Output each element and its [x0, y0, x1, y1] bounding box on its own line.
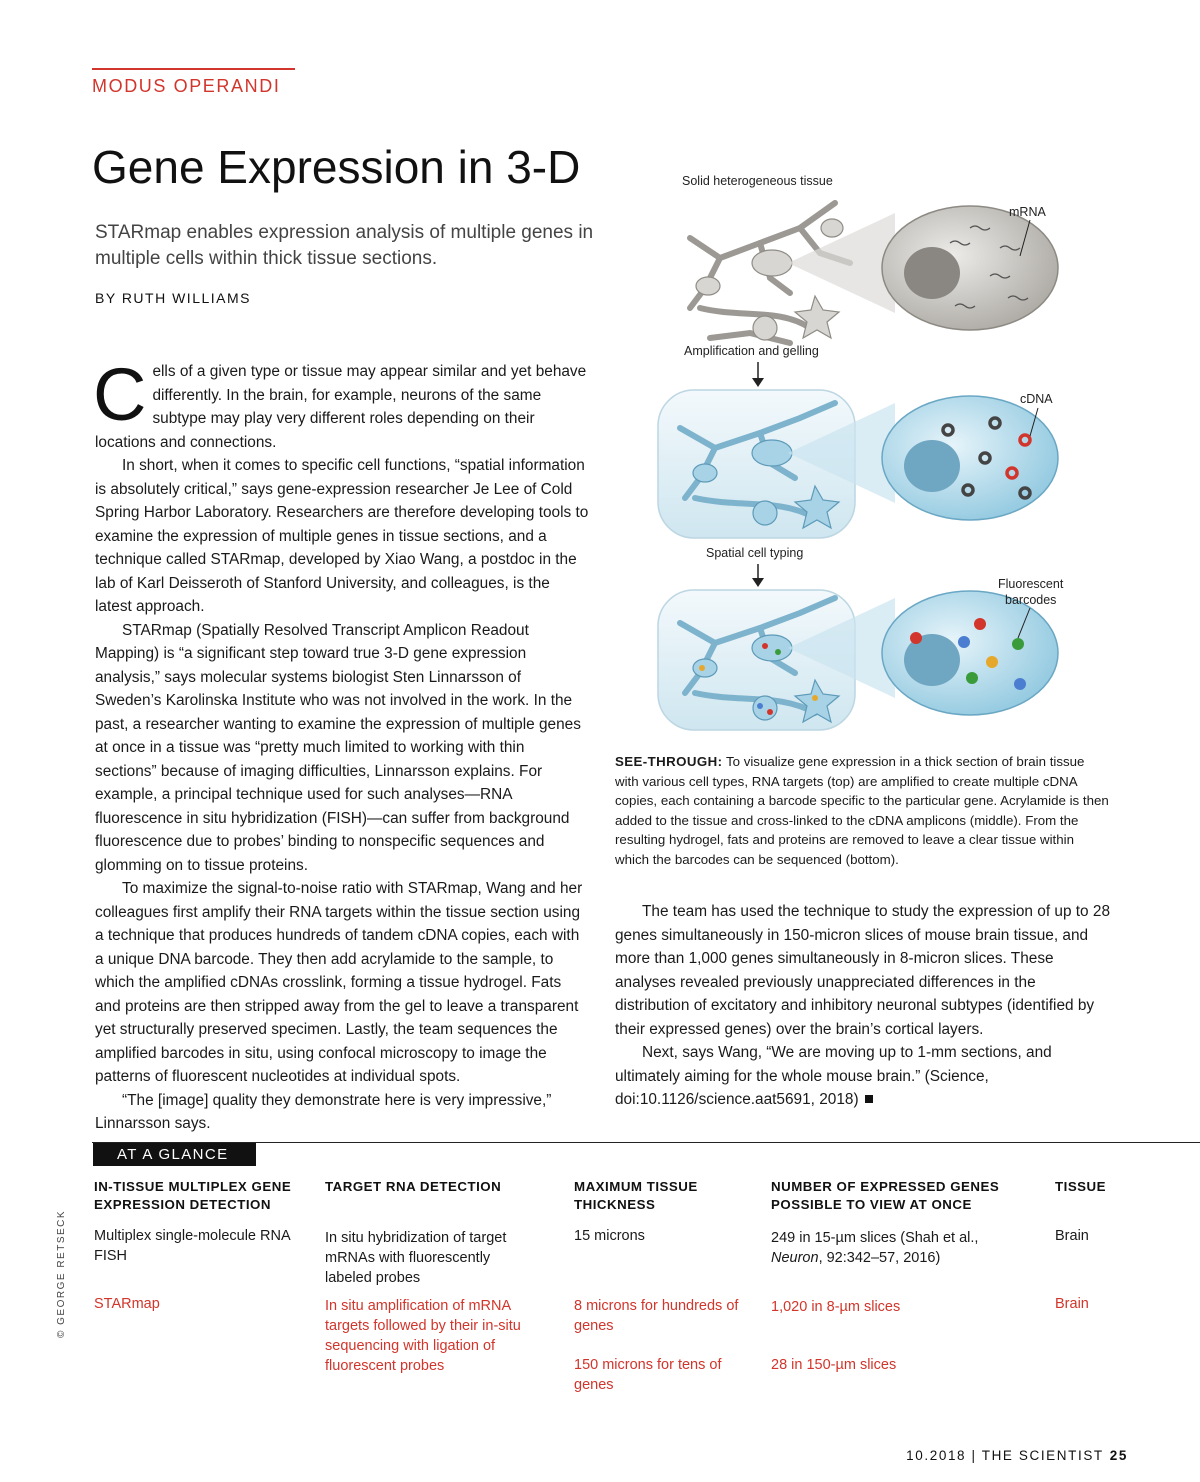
row1-method: Multiplex single-molecule RNA FISH: [94, 1228, 290, 1264]
drop-cap: C: [93, 353, 147, 436]
section-rule: [92, 68, 295, 70]
glance-header-thickness: MAXIMUM TISSUE THICKNESS: [574, 1179, 698, 1212]
starmap-figure: [650, 168, 1100, 738]
article-subtitle: STARmap enables expression analysis of multiple genes in multiple cells within thick tissue sections.: [95, 222, 594, 269]
glance-header-genes: NUMBER OF EXPRESSED GENES POSSIBLE TO VIEW AT ONCE: [771, 1179, 1000, 1212]
footer-issue: 10.2018 | THE SCIENTIST: [906, 1448, 1104, 1463]
label-spatial: Spatial cell typing: [706, 546, 804, 560]
label-solid-tissue: Solid heterogeneous tissue: [682, 174, 833, 188]
section-label: MODUS OPERANDI: [92, 76, 281, 96]
body-paragraph-4: To maximize the signal-to-noise ratio with STARmap, Wang and her colleagues first amplify their RNA targets within the tissue section using a technique that produces hundreds of tandem cDNA copies, each with a unique DNA barcode. They then add acrylamide to the sample, to which the amplified cDNAs crosslink, forming a tissue hydrogel. Fats and proteins are then stripped away from the gel to leave a transparent yet structurally preserved specimen. Lastly, the team sequences the amplified barcodes in situ, using confocal microscopy to image the patterns of fluorescent nucleotides at individual spots.: [95, 880, 583, 1085]
row1-tissue: Brain: [1055, 1228, 1089, 1244]
label-mrna: mRNA: [1009, 205, 1046, 219]
row2-method: STARmap: [94, 1296, 160, 1312]
body-paragraph-2: In short, when it comes to specific cell functions, “spatial information is absolutely critical,” says gene-expression researcher Je Lee of Cold Spring Harbor Laboratory. Researchers are therefore developing tools to examine the expression of multiple genes in tissue sections, and a technique called STARmap, developed by Xiao Wang, a postdoc in the lab of Karl Deisseroth of Stanford University, and colleagues, is the latest approach.: [95, 457, 589, 615]
glance-header-detection: TARGET RNA DETECTION: [325, 1179, 502, 1194]
row1-detection: In situ hybridization of target mRNAs with fluorescently labeled probes: [325, 1230, 507, 1286]
figure-caption: [615, 752, 1110, 870]
row1-thickness: 15 microns: [574, 1228, 645, 1244]
body-column-left: [93, 353, 590, 1136]
body-column-right: [615, 900, 1110, 1112]
label-barcodes: barcodes: [1005, 593, 1057, 607]
row1-genes: 249 in 15-µm slices (Shah et al., Neuron, 92:342–57, 2016): [771, 1230, 979, 1266]
row2-genes-2: 28 in 150-µm slices: [771, 1357, 897, 1373]
row2-detection: In situ amplification of mRNA targets followed by their in-situ sequencing with ligation of fluorescent probes: [325, 1298, 521, 1374]
caption-text: To visualize gene expression in a thick section of brain tissue with various cell types, RNA targets (top) are amplified to create multiple cDNA copies, each containing a barcode specific to the particular gene. Acrylamide is then added to the tissue and cross-linked to the cDNA amplicons (middle). From the resulting hydrogel, fats and proteins are removed to leave a clear tissue within which the barcodes can be sequenced (bottom).: [615, 754, 1109, 867]
right-paragraph-1: The team has used the technique to study the expression of up to 28 genes simultaneously in 150-micron slices of mouse brain tissue, and more than 1,000 genes simultaneously in 8-micron slices. These analyses revealed previously unappreciated differences in the distribution of excitatory and inhibitory neuronal subtypes (identified by their expressed genes) over the brain’s cortical layers.: [615, 903, 1111, 1038]
page-footer: [906, 1448, 1128, 1463]
label-cdna: cDNA: [1020, 392, 1053, 406]
body-paragraph-5: “The [image] quality they demonstrate here is very impressive,” Linnarsson says.: [95, 1091, 552, 1132]
photo-credit: © GEORGE RETSECK: [56, 1209, 67, 1338]
glance-header-method: IN-TISSUE MULTIPLEX GENE EXPRESSION DETECTION: [94, 1179, 292, 1212]
row2-genes-1: 1,020 in 8-µm slices: [771, 1299, 901, 1315]
end-mark-icon: [865, 1095, 873, 1103]
label-fluorescent: Fluorescent: [998, 577, 1064, 591]
label-amplification: Amplification and gelling: [684, 344, 819, 358]
body-paragraph-1: Cells of a given type or tissue may appear similar and yet behave differently. In the brain, for example, neurons of the same subtype may play very different roles depending on their locations and connections.: [93, 353, 587, 451]
row2-thickness-1: 8 microns for hundreds of genes: [574, 1298, 739, 1334]
glance-rule: [92, 1142, 1200, 1143]
row2-thickness-2: 150 microns for tens of genes: [574, 1357, 722, 1393]
page-number: 25: [1109, 1448, 1128, 1463]
body-paragraph-3: STARmap (Spatially Resolved Transcript Amplicon Readout Mapping) is “a significant step toward true 3-D gene expression analysis,” says molecular systems biologist Sten Linnarsson of Sweden’s Karolinska Institute who was not involved in the work. In the past, a researcher wanting to examine the expression of multiple genes at once in a tissue was “pretty much limited to working with thin sections” because of imaging difficulties, Linnarsson explains. For example, a principal technique used for such analyses—RNA fluorescence in situ hybridization (FISH)—can suffer from background fluorescence due to probes’ binding to nonspecific sequences and glomming on to tissue proteins.: [95, 621, 581, 874]
glance-header-tissue: TISSUE: [1055, 1179, 1107, 1194]
glance-tab: AT A GLANCE: [93, 1143, 256, 1166]
nucleus-gray: [904, 247, 960, 299]
caption-lead: SEE-THROUGH:: [615, 754, 723, 769]
article-title: Gene Expression in 3-D: [92, 141, 581, 193]
right-paragraph-2: Next, says Wang, “We are moving up to 1-mm sections, and ultimately aiming for the whole mouse brain.” (Science, doi:10.1126/science.aat5691, 2018): [615, 1044, 1052, 1108]
byline: BY RUTH WILLIAMS: [95, 290, 251, 306]
row2-tissue: Brain: [1055, 1296, 1089, 1312]
